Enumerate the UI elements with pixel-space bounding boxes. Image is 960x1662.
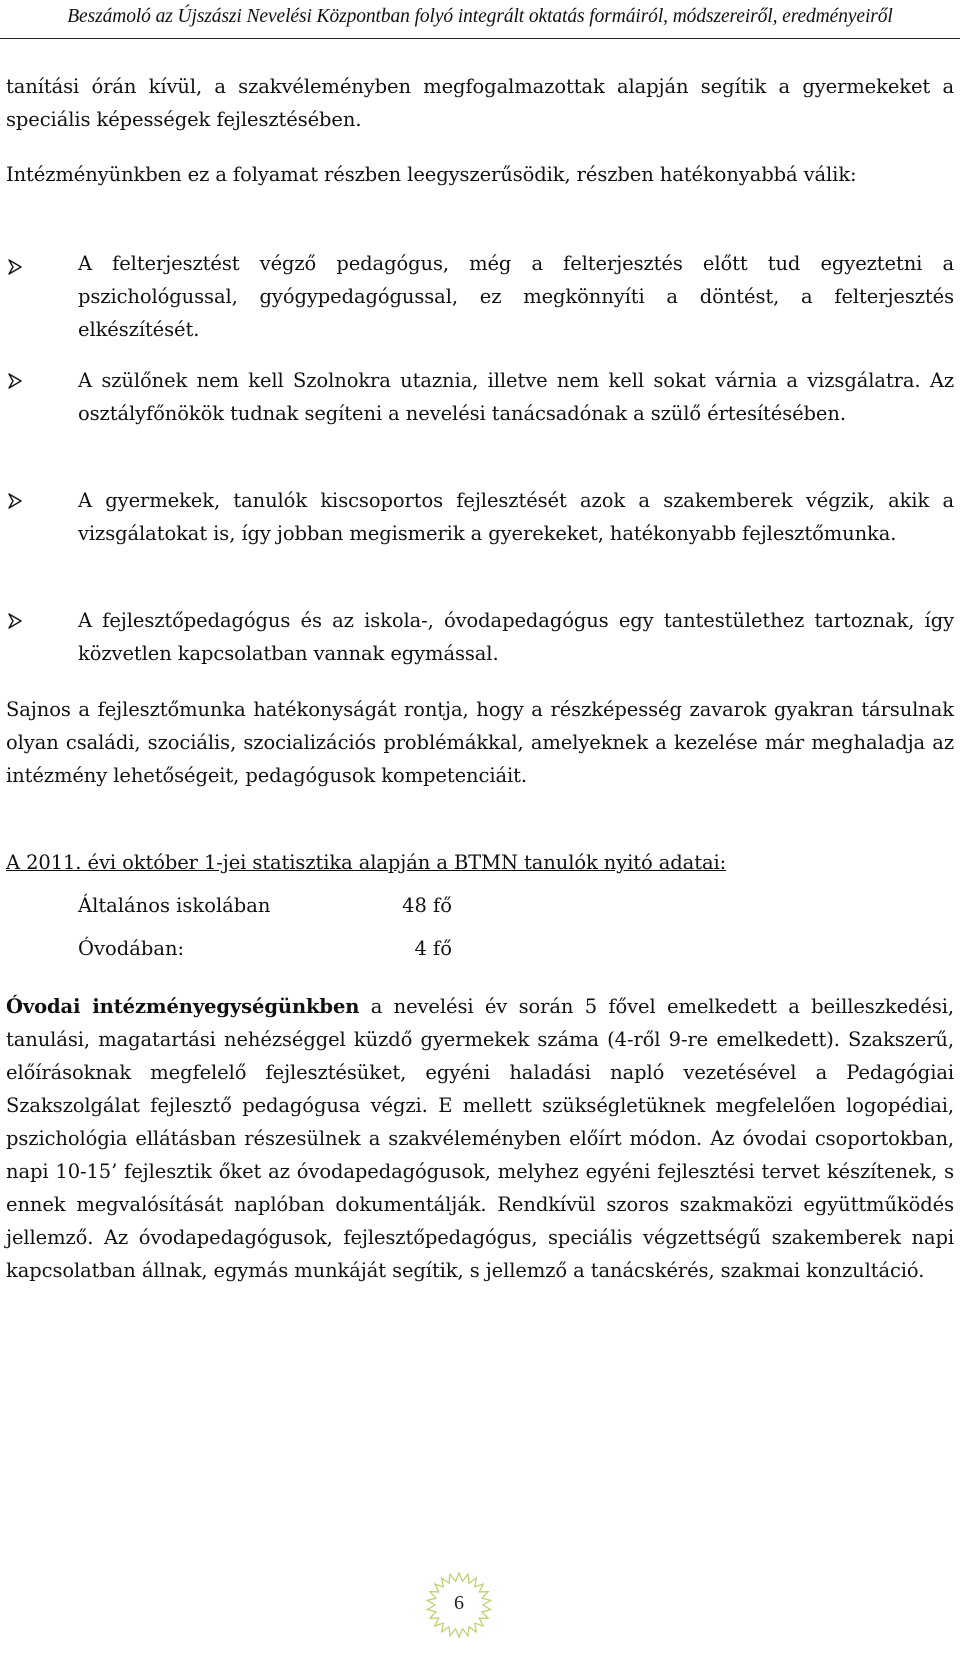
stat-label-kindergarten: Óvodában: xyxy=(78,937,185,960)
bullet-item: A gyermekek, tanulók kiscsoportos fejlesztését azok a szakemberek végzik, akik a vizsgálatokat is, így jobban megismerik a gyerekeket, hatékonyabb fejlesztőmunka. xyxy=(78,489,954,545)
stat-value-school: 48 fő xyxy=(402,894,452,917)
bullet-arrow-icon xyxy=(6,372,26,392)
stat-value-kindergarten: 4 fő xyxy=(414,937,452,960)
running-header: Beszámoló az Újszászi Nevelési Központban folyó integrált oktatás formáiról, módszereiről, eredményeiről xyxy=(67,6,893,27)
bullet-arrow-icon xyxy=(6,612,26,632)
bullet-arrow-icon xyxy=(6,492,26,512)
bullet-item: A felterjesztést végző pedagógus, még a felterjesztés előtt tud egyeztetni a pszichológussal, gyógypedagógussal, ez megkönnyíti a döntést, a felterjesztés elkészítését. xyxy=(78,252,954,341)
stat-label-school: Általános iskolában xyxy=(78,894,271,917)
bullet-arrow-icon xyxy=(6,258,26,278)
stats-heading: A 2011. évi október 1-jei statisztika alapján a BTMN tanulók nyitó adatai: xyxy=(6,851,727,874)
intro-paragraph-1: tanítási órán kívül, a szakvéleményben megfogalmazottak alapján segítik a gyermekeket a speciális képességek fejlesztésében. xyxy=(6,75,954,131)
ovodai-bold-lead: Óvodai intézményegységünkben xyxy=(6,995,360,1018)
bullet-item: A fejlesztőpedagógus és az iskola-, óvodapedagógus egy tantestülethez tartoznak, így közvetlen kapcsolatban vannak egymással. xyxy=(78,609,954,665)
intro-paragraph-2: Intézményünkben ez a folyamat részben leegyszerűsödik, részben hatékonyabbá válik: xyxy=(6,163,857,186)
page-number: 6 xyxy=(454,1592,464,1614)
bullet-item: A szülőnek nem kell Szolnokra utaznia, illetve nem kell sokat várnia a vizsgálatra. Az osztályfőnökök tudnak segíteni a nevelési tanácsadónak a szülő értesítésében. xyxy=(78,369,954,425)
ovodai-body: a nevelési év során 5 fővel emelkedett a beilleszkedési, tanulási, magatartási nehézséggel küzdő gyermekek száma (4-ről 9-re emelkedett). Szakszerű, előírásoknak megfelelő fejlesztésüket, egyéni haladási napló vezetésével a Pedagógiai Szakszolgálat fejlesztő pedagógusa végzi. E mellett szükségletüknek megfelelően logopédiai, pszichológia ellátásban részesülnek a szakvéleményben előírt módon. Az óvodai csoportokban, napi 10-15’ fejlesztik őket az óvodapedagógusok, melyhez egyéni fejlesztési tervet készítenek, s ennek megvalósítását naplóban dokumentálják. Rendkívül szoros szakmaközi együttműködés jellemző. Az óvodapedagógusok, fejlesztőpedagógus, speciális végzettségű szakemberek napi kapcsolatban állnak, egymás munkáját segítik, s jellemző a tanácskérés, szakmai konzultáció. xyxy=(6,995,954,1282)
header-rule xyxy=(0,38,960,39)
paragraph-ovodai xyxy=(6,990,954,1287)
paragraph-sajnos: Sajnos a fejlesztőmunka hatékonyságát rontja, hogy a részképesség zavarok gyakran társulnak olyan családi, szociális, szocializációs problémákkal, amelyeknek a kezelése már meghaladja az intézmény lehetőségeit, pedagógusok kompetenciáit. xyxy=(6,698,954,787)
